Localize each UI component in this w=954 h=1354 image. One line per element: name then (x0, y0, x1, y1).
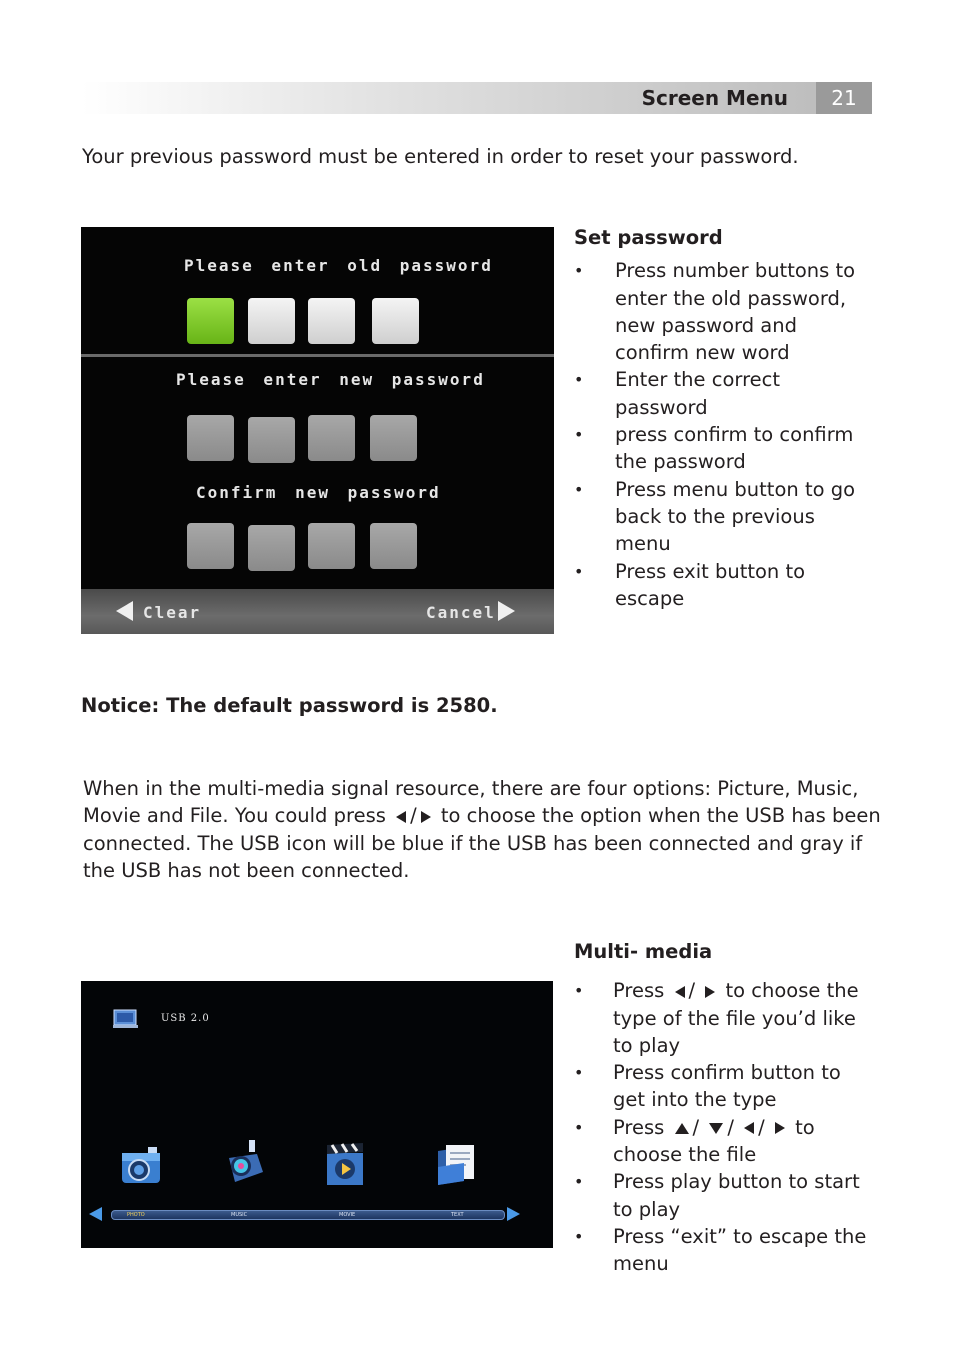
list-item: • Press exit button to escape (574, 558, 874, 613)
list-item: • Press play button to start to play (574, 1168, 874, 1223)
new-password-prompt: Please enter new password (176, 370, 485, 389)
list-item: • Press “exit” to escape the menu (574, 1223, 874, 1278)
section-title: Screen Menu (641, 86, 788, 110)
set-password-section (574, 224, 874, 612)
separator: / (727, 1115, 734, 1139)
paragraph-part-1: When in the multi-media signal resource, there are four options: Picture, Music, Movie and File. You could press (83, 777, 859, 828)
notice-text: Notice: The default password is 2580. (81, 694, 498, 717)
clear-button[interactable] (116, 601, 206, 623)
arrow-right-icon (498, 601, 515, 621)
left-arrow-icon (744, 1122, 754, 1134)
intro-text: Your previous password must be entered in order to reset your password. (82, 145, 799, 168)
tab-music[interactable]: MUSIC (231, 1212, 248, 1218)
camera-icon[interactable] (119, 1144, 163, 1188)
left-arrow-icon (675, 986, 685, 998)
new-password-digit-3[interactable] (308, 415, 355, 461)
confirm-password-digit-1[interactable] (187, 523, 234, 569)
confirm-password-digit-3[interactable] (308, 523, 355, 569)
right-arrow-icon (775, 1122, 785, 1134)
list-item: • Enter the correct password (574, 366, 874, 421)
multimedia-heading: Multi- media (574, 940, 713, 963)
item-text: to choose the type of the file you’d like to play (613, 979, 859, 1057)
cancel-button[interactable] (424, 601, 524, 623)
new-password-digit-2[interactable] (248, 417, 295, 463)
multimedia-list (574, 977, 874, 1277)
arrow-left-icon (116, 601, 133, 621)
new-password-digit-4[interactable] (370, 415, 417, 461)
set-password-heading: Set password (574, 226, 723, 249)
separator: / (688, 979, 696, 1003)
password-screen (81, 227, 554, 634)
confirm-password-digit-4[interactable] (370, 523, 417, 569)
confirm-password-digit-2[interactable] (248, 525, 295, 571)
tab-movie[interactable]: MOVIE (339, 1212, 356, 1218)
media-type-bar (111, 1210, 505, 1220)
old-password-digit-3[interactable] (308, 298, 355, 344)
paragraph-part-2: to choose the option when the USB has been connected. The USB icon will be blue if the USB has been connected and gray if the USB has not been connected. (83, 804, 881, 882)
right-arrow-icon (705, 986, 715, 998)
divider (81, 354, 554, 357)
page-number-box (816, 82, 872, 114)
multimedia-screen (81, 981, 553, 1248)
multimedia-section (574, 938, 874, 1278)
up-arrow-icon (675, 1123, 689, 1134)
movie-clapper-icon[interactable] (323, 1139, 367, 1189)
separator: / (692, 1115, 700, 1139)
password-footer-bar (81, 589, 554, 634)
right-arrow-icon (421, 811, 431, 823)
separator: / (758, 1115, 765, 1139)
music-projector-icon[interactable] (219, 1136, 267, 1188)
new-password-digit-1[interactable] (187, 415, 234, 461)
usb-icon (113, 1009, 139, 1029)
down-arrow-icon (709, 1123, 723, 1134)
usb-label: USB 2.0 (161, 1013, 210, 1024)
list-item: • press confirm to confirm the password (574, 421, 874, 476)
cancel-label: Cancel (426, 603, 496, 622)
item-text: Press (613, 979, 665, 1003)
clear-label: Clear (143, 603, 202, 622)
page-number: 21 (831, 86, 857, 110)
page-header (82, 82, 872, 114)
list-item: • Press confirm button to get into the type (574, 1059, 874, 1114)
tab-photo[interactable]: PHOTO (127, 1212, 145, 1218)
multimedia-paragraph (83, 775, 883, 884)
confirm-password-prompt: Confirm new password (196, 483, 441, 502)
old-password-prompt: Please enter old password (184, 256, 493, 275)
set-password-list (574, 257, 874, 612)
list-item (574, 977, 874, 1059)
tab-text[interactable]: TEXT (451, 1212, 464, 1218)
text-document-icon[interactable] (434, 1141, 478, 1189)
left-arrow-icon (396, 811, 406, 823)
item-text: to choose the file (613, 1115, 815, 1167)
list-item: • Press menu button to go back to the previous menu (574, 476, 874, 558)
list-item: • Press number buttons to enter the old password, new password and confirm new word (574, 257, 874, 366)
list-item (574, 1114, 874, 1169)
media-right-arrow-icon[interactable] (507, 1207, 520, 1221)
media-left-arrow-icon[interactable] (89, 1207, 102, 1221)
old-password-digit-1[interactable] (187, 298, 234, 344)
old-password-digit-4[interactable] (372, 298, 419, 344)
old-password-digit-2[interactable] (248, 298, 295, 344)
item-text: Press (613, 1115, 665, 1139)
separator: / (410, 804, 417, 828)
